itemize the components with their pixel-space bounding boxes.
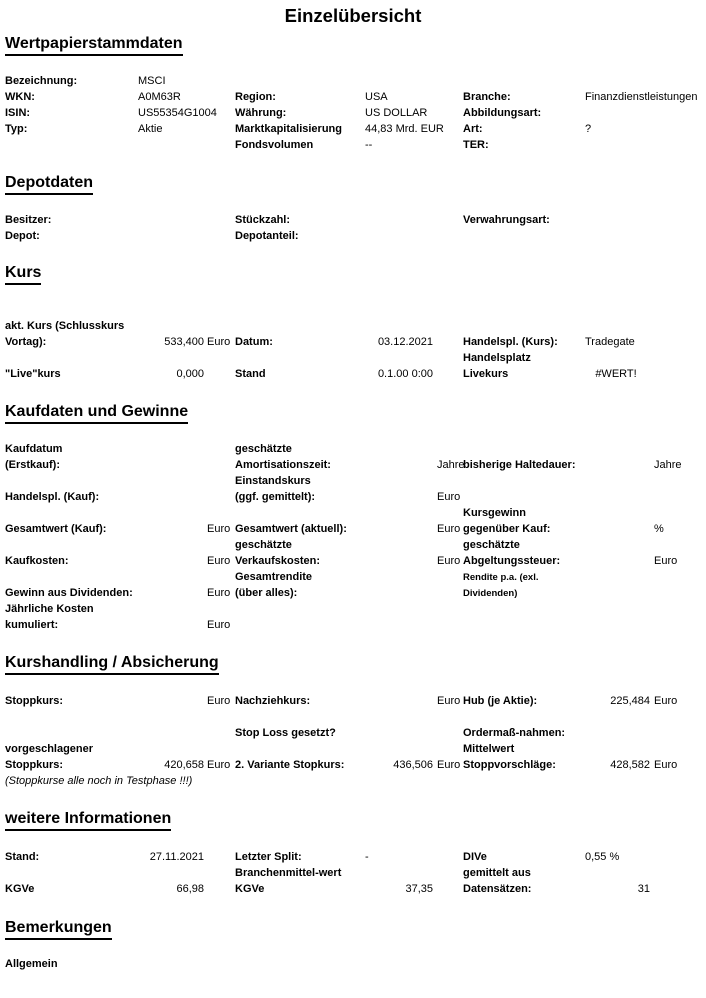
section-heading-kaufdaten: Kaufdaten und Gewinne xyxy=(5,402,188,424)
value-live-kurs: 0,000 xyxy=(176,368,204,380)
row-gesamtrendite-1 xyxy=(0,570,706,586)
row-fondsvolumen xyxy=(0,138,706,154)
row-dividenden xyxy=(0,586,706,602)
row-leer xyxy=(0,710,706,726)
label-haltedauer: bisherige Haltedauer: xyxy=(463,459,576,471)
row-livekurs xyxy=(0,367,706,383)
note-testphase: (Stoppkurse alle noch in Testphase !!!) xyxy=(5,775,193,787)
label-wkn: WKN: xyxy=(5,91,35,103)
label-ueber-alles: (über alles): xyxy=(235,587,298,599)
row-kaufdatum-1 xyxy=(0,442,706,458)
row-akt-kurs-2 xyxy=(0,335,706,351)
label-gesamtwert-aktuell: Gesamtwert (aktuell): xyxy=(235,523,347,535)
label-jaehrliche-kosten: Jährliche Kosten xyxy=(5,603,94,615)
value-handelsplatz-kurs: Tradegate xyxy=(585,336,635,348)
row-kaufdatum-2 xyxy=(0,458,706,474)
value-marktkapitalisierung: 44,83 Mrd. EUR xyxy=(365,123,444,135)
value-branche: Finanzdienstleistungen xyxy=(585,91,698,103)
label-stoploss-gesetzt: Stop Loss gesetzt? xyxy=(235,727,336,739)
label-waehrung: Währung: xyxy=(235,107,287,119)
label-einstandskurs: Einstandskurs xyxy=(235,475,311,487)
row-vorgeschlagener-2 xyxy=(0,758,706,774)
label-handelsplatz-kauf: Handelspl. (Kauf): xyxy=(5,491,100,503)
section-heading-weitere-informationen: weitere Informationen xyxy=(5,809,171,831)
value-akt-kurs: 533,400 xyxy=(164,336,204,348)
unit-kaufkosten-euro: Euro xyxy=(207,555,231,567)
label-rendite-pa: Rendite p.a. (exl. xyxy=(463,572,539,583)
row-kaufkosten xyxy=(0,554,706,570)
unit-gesamtwert-kauf-euro: Euro xyxy=(207,523,231,535)
label-handelsplatz-kurs: Handelspl. (Kurs): xyxy=(463,336,558,348)
value-kgve: 66,98 xyxy=(176,883,204,895)
label-kaufkosten: Kaufkosten: xyxy=(5,555,69,567)
label-mittelwert: Mittelwert xyxy=(463,743,515,755)
label-gewinn-dividenden: Gewinn aus Dividenden: xyxy=(5,587,133,599)
value-variante-stopkurs: 436,506 xyxy=(393,759,433,771)
unit-akt-kurs-euro: Euro xyxy=(207,336,231,348)
label-fondsvolumen: Fondsvolumen xyxy=(235,139,314,151)
label-branchen-kgve: KGVe xyxy=(235,883,265,895)
label-typ: Typ: xyxy=(5,123,28,135)
label-variante-stopkurs: 2. Variante Stopkurs: xyxy=(235,759,345,771)
row-einstandskurs-1 xyxy=(0,474,706,490)
label-erstkauf: (Erstkauf): xyxy=(5,459,61,471)
value-datum: 03.12.2021 xyxy=(377,336,433,348)
section-heading-bemerkungen: Bemerkungen xyxy=(5,918,112,940)
value-bezeichnung: MSCI xyxy=(138,75,166,87)
label-kumuliert: kumuliert: xyxy=(5,619,59,631)
value-branchen-kgve: 37,35 xyxy=(405,883,433,895)
row-gesamtwert xyxy=(0,522,706,538)
label-kursgewinn: Kursgewinn xyxy=(463,507,526,519)
unit-variante-euro: Euro xyxy=(437,759,461,771)
row-stand-info xyxy=(0,850,706,866)
row-geschaetzte xyxy=(0,538,706,554)
unit-stoppkurs-euro: Euro xyxy=(207,695,231,707)
row-vorgeschlagener-1 xyxy=(0,742,706,758)
label-stand-info: Stand: xyxy=(5,851,40,863)
label-akt-kurs-zeile2: Vortag): xyxy=(5,336,47,348)
label-region: Region: xyxy=(235,91,276,103)
value-typ: Aktie xyxy=(138,123,163,135)
label-verwahrungsart: Verwahrungsart: xyxy=(463,214,550,226)
section-heading-kurs: Kurs xyxy=(5,263,41,285)
row-jaehrliche-kosten-2 xyxy=(0,618,706,634)
label-gesamtrendite: Gesamtrendite xyxy=(235,571,313,583)
label-gesamtwert-kauf: Gesamtwert (Kauf): xyxy=(5,523,107,535)
unit-vorgeschlagener-euro: Euro xyxy=(207,759,231,771)
label-vorgeschlagener-stoppkurs: Stoppkurs: xyxy=(5,759,64,771)
unit-stoppvorschlaege-euro: Euro xyxy=(654,759,678,771)
row-einstandskurs-2 xyxy=(0,490,706,506)
label-verkaufskosten: Verkaufskosten: xyxy=(235,555,320,567)
label-abbildungsart: Abbildungsart: xyxy=(463,107,542,119)
row-kgve xyxy=(0,882,706,898)
value-hub: 225,484 xyxy=(610,695,650,707)
label-stoppkurs: Stoppkurs: xyxy=(5,695,64,707)
label-depot: Depot: xyxy=(5,230,40,242)
value-waehrung: US DOLLAR xyxy=(365,107,428,119)
value-stand-info: 27.11.2021 xyxy=(149,851,204,863)
label-depotanteil: Depotanteil: xyxy=(235,230,299,242)
label-rendite-dividenden: Dividenden) xyxy=(463,588,518,599)
label-allgemein: Allgemein xyxy=(5,958,58,970)
value-art: ? xyxy=(585,123,592,135)
label-nachziehkurs: Nachziehkurs: xyxy=(235,695,311,707)
value-datensaetze: 31 xyxy=(637,883,650,895)
value-isin: US55354G1004 xyxy=(138,107,217,119)
label-gemittelt-aus: gemittelt aus xyxy=(463,867,531,879)
value-livekurs-fehler: #WERT! xyxy=(595,368,637,380)
value-stoppvorschlaege: 428,582 xyxy=(610,759,650,771)
unit-kumuliert-euro: Euro xyxy=(207,619,231,631)
label-vorgeschlagener: vorgeschlagener xyxy=(5,743,94,755)
row-besitzer xyxy=(0,213,706,229)
label-abgeltungssteuer: Abgeltungssteuer: xyxy=(463,555,561,567)
section-heading-depot: Depotdaten xyxy=(5,173,93,195)
label-geschaetzte-abgeltung: geschätzte xyxy=(463,539,520,551)
row-allgemein xyxy=(0,957,706,973)
label-live-kurs: "Live"kurs xyxy=(5,368,61,380)
row-handelsplatz xyxy=(0,351,706,367)
unit-verkaufskosten-euro: Euro xyxy=(437,555,461,567)
label-ordermassnahmen: Ordermaß-nahmen: xyxy=(463,727,566,739)
label-handelsplatz: Handelsplatz xyxy=(463,352,531,364)
unit-einstandskurs-euro: Euro xyxy=(437,491,461,503)
label-amortisationszeit: Amortisationszeit: xyxy=(235,459,331,471)
unit-amortisation-jahre: Jahre xyxy=(437,459,465,471)
row-isin xyxy=(0,106,706,122)
label-stueckzahl: Stückzahl: xyxy=(235,214,291,226)
label-geschaetzte-verkauf: geschätzte xyxy=(235,539,292,551)
label-datensaetze: Datensätzen: xyxy=(463,883,532,895)
label-marktkapitalisierung: Marktkapitalisierung xyxy=(235,123,342,135)
unit-nachziehkurs-euro: Euro xyxy=(437,695,461,707)
label-bezeichnung: Bezeichnung: xyxy=(5,75,78,87)
label-branchenmittelwert: Branchenmittel-wert xyxy=(235,867,342,879)
label-hub: Hub (je Aktie): xyxy=(463,695,538,707)
row-stoploss xyxy=(0,726,706,742)
label-stoppvorschlaege: Stoppvorschläge: xyxy=(463,759,556,771)
row-jaehrliche-kosten-1 xyxy=(0,602,706,618)
value-vorgeschlagener-stoppkurs: 420,658 xyxy=(164,759,204,771)
label-gegenueber-kauf: gegenüber Kauf: xyxy=(463,523,551,535)
label-kaufdatum: Kaufdatum xyxy=(5,443,63,455)
label-art: Art: xyxy=(463,123,483,135)
value-region: USA xyxy=(365,91,388,103)
row-bezeichnung xyxy=(0,74,706,90)
row-akt-kurs-1 xyxy=(0,319,706,335)
value-fondsvolumen: -- xyxy=(365,139,373,151)
label-datum: Datum: xyxy=(235,336,273,348)
unit-kursgewinn-prozent: % xyxy=(654,523,664,535)
row-wkn xyxy=(0,90,706,106)
row-typ xyxy=(0,122,706,138)
unit-haltedauer-jahre: Jahre xyxy=(654,459,682,471)
label-livekurs: Livekurs xyxy=(463,368,509,380)
label-dive: DIVe xyxy=(463,851,487,863)
value-dive: 0,55 % xyxy=(585,851,620,863)
label-ggf-gemittelt: (ggf. gemittelt): xyxy=(235,491,316,503)
section-heading-stammdaten: Wertpapierstammdaten xyxy=(5,34,183,56)
row-kursgewinn-1 xyxy=(0,506,706,522)
value-stand: 0.1.00 0:00 xyxy=(377,368,433,380)
row-stoppkurs xyxy=(0,694,706,710)
row-testphase xyxy=(0,774,706,790)
unit-gesamtwert-aktuell-euro: Euro xyxy=(437,523,461,535)
row-depot xyxy=(0,229,706,245)
value-letzter-split: - xyxy=(365,851,369,863)
label-geschaetzte-amortisation: geschätzte xyxy=(235,443,292,455)
unit-dividenden-euro: Euro xyxy=(207,587,231,599)
label-stand: Stand xyxy=(235,368,266,380)
row-branchenmittelwert-1 xyxy=(0,866,706,882)
page-title: Einzelübersicht xyxy=(284,5,422,26)
unit-hub-euro: Euro xyxy=(654,695,678,707)
label-letzter-split: Letzter Split: xyxy=(235,851,302,863)
label-branche: Branche: xyxy=(463,91,511,103)
unit-abgeltungssteuer-euro: Euro xyxy=(654,555,678,567)
label-besitzer: Besitzer: xyxy=(5,214,52,226)
section-heading-kurshandling: Kurshandling / Absicherung xyxy=(5,653,219,675)
label-isin: ISIN: xyxy=(5,107,31,119)
label-akt-kurs-zeile1: akt. Kurs (Schlusskurs xyxy=(5,320,125,332)
value-wkn: A0M63R xyxy=(138,91,181,103)
label-kgve: KGVe xyxy=(5,883,35,895)
label-ter: TER: xyxy=(463,139,489,151)
